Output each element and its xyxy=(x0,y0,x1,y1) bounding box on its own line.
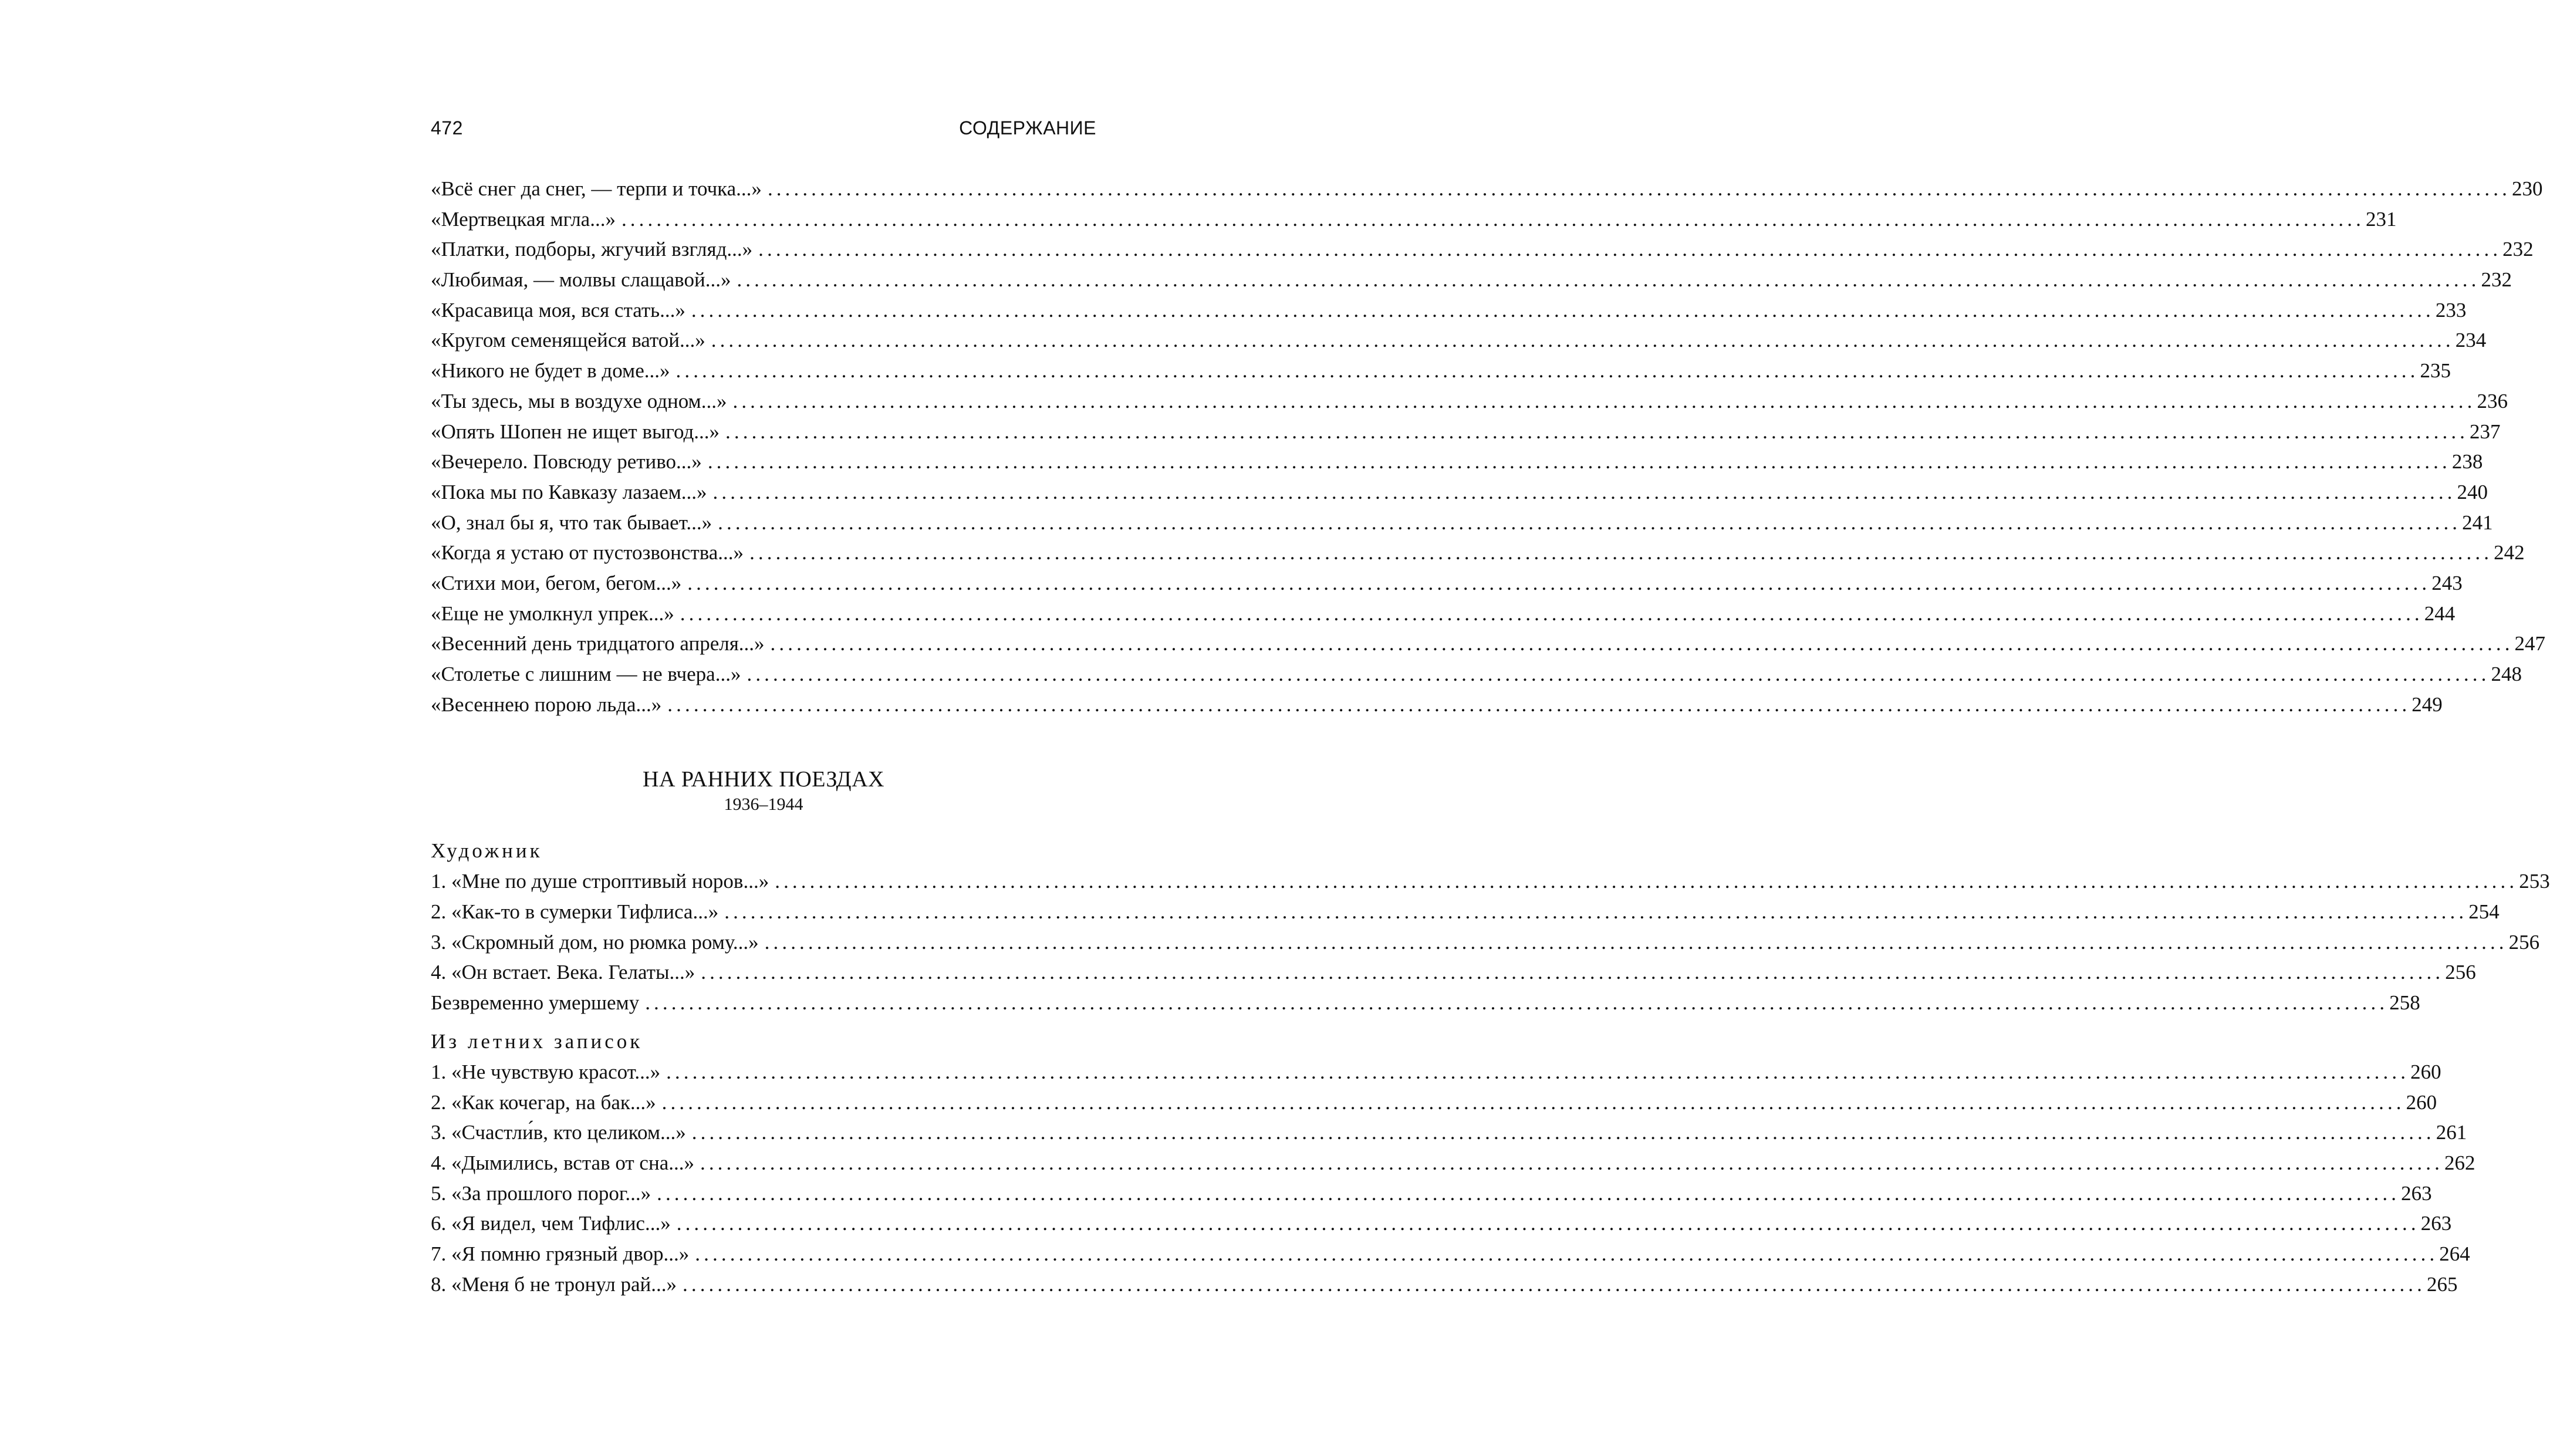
toc-entry-title: «Когда я устаю от пустозвонства...» xyxy=(431,541,744,565)
toc-entry-title: «Красавица моя, вся стать...» xyxy=(431,298,685,322)
leader-dots: ........................................................................................................................................................................................................ xyxy=(666,1060,2410,1083)
toc-entry xyxy=(431,957,2476,988)
toc-entry-page: 265 xyxy=(2427,1272,2458,1296)
toc-entry xyxy=(431,1087,2437,1118)
toc-entry-page: 242 xyxy=(2494,541,2525,565)
toc-entry-page: 234 xyxy=(2455,329,2487,352)
toc-entry xyxy=(431,508,2493,538)
leader-dots: ........................................................................................................................................................................................................ xyxy=(749,541,2493,565)
toc-entry xyxy=(431,234,2534,265)
toc-entry xyxy=(431,386,2508,417)
leader-dots: ........................................................................................................................................................................................................ xyxy=(683,1272,2426,1296)
toc-entry-title: 4. «Дымились, встав от сна...» xyxy=(431,1151,694,1174)
page-number: 472 xyxy=(431,117,463,138)
toc-entry-page: 237 xyxy=(2470,420,2501,443)
running-head xyxy=(431,117,1096,148)
toc-entry-page: 232 xyxy=(2502,238,2534,261)
leader-dots: ........................................................................................................................................................................................................ xyxy=(691,1121,2435,1144)
leader-dots: ........................................................................................................................................................................................................ xyxy=(725,420,2469,443)
toc-entry-title: 1. «Не чувствую красот...» xyxy=(431,1060,661,1083)
toc-entry xyxy=(431,1239,2470,1269)
toc-entry xyxy=(431,325,2487,356)
toc-entry-title: «Весеннею порою льда...» xyxy=(431,692,662,716)
toc-list-subsection-2 xyxy=(431,1057,2475,1300)
toc-list-top xyxy=(431,174,2546,719)
toc-entry-page: 230 xyxy=(2511,177,2543,200)
toc-entry-title: «Кругом семенящейся ватой...» xyxy=(431,329,705,352)
toc-entry-title: 3. «Счастли́в, кто целиком...» xyxy=(431,1121,686,1144)
toc-entry-title: 4. «Он встает. Века. Гелаты...» xyxy=(431,961,695,984)
toc-entry-page: 254 xyxy=(2468,900,2500,924)
section-title: НА РАННИХ ПОЕЗДАХ xyxy=(643,767,884,792)
toc-entry-page: 263 xyxy=(2420,1212,2452,1235)
toc-entry-page: 236 xyxy=(2477,389,2508,413)
toc-entry-title: 3. «Скромный дом, но рюмка рому...» xyxy=(431,930,759,954)
running-title: СОДЕРЖАНИЕ xyxy=(959,117,1096,138)
toc-entry-page: 261 xyxy=(2436,1121,2467,1144)
toc-entry-page: 263 xyxy=(2401,1181,2432,1205)
toc-entry xyxy=(431,927,2540,958)
leader-dots: ........................................................................................................................................................................................................ xyxy=(621,207,2365,231)
toc-entry xyxy=(431,1057,2441,1087)
leader-dots: ........................................................................................................................................................................................................ xyxy=(687,571,2431,594)
leader-dots: ........................................................................................................................................................................................................ xyxy=(676,1212,2420,1235)
toc-entry xyxy=(431,1178,2432,1209)
toc-entry-page: 247 xyxy=(2514,632,2546,656)
leader-dots: ........................................................................................................................................................................................................ xyxy=(707,450,2451,474)
toc-entry-title: «Никого не будет в доме...» xyxy=(431,359,670,383)
toc-entry-page: 262 xyxy=(2444,1151,2475,1174)
toc-entry-title: 1. «Мне по душе строптивый норов...» xyxy=(431,870,769,893)
toc-entry-title: 2. «Как кочегар, на бак...» xyxy=(431,1090,656,1114)
toc-entry xyxy=(431,1117,2467,1148)
toc-entry xyxy=(431,295,2467,326)
toc-entry-page: 231 xyxy=(2365,207,2397,231)
toc-entry-page: 244 xyxy=(2424,602,2456,625)
toc-entry-page: 260 xyxy=(2410,1060,2441,1083)
toc-entry-page: 238 xyxy=(2451,450,2483,474)
leader-dots: ........................................................................................................................................................................................................ xyxy=(695,1242,2438,1265)
toc-entry xyxy=(431,417,2501,447)
toc-entry-title: 7. «Я помню грязный двор...» xyxy=(431,1242,690,1265)
leader-dots: ........................................................................................................................................................................................................ xyxy=(718,511,2461,534)
toc-entry-title: «Мертвецкая мгла...» xyxy=(431,207,616,231)
subsection-title: Из летних записок xyxy=(431,1029,643,1053)
toc-entry-title: Безвременно умершему xyxy=(431,991,640,1015)
toc-entry-page: 243 xyxy=(2431,571,2463,594)
leader-dots: ........................................................................................................................................................................................................ xyxy=(645,991,2389,1015)
toc-entry-page: 258 xyxy=(2389,991,2420,1015)
toc-list-subsection-1 xyxy=(431,866,2550,1018)
toc-entry-title: «Пока мы по Кавказу лазаем...» xyxy=(431,480,707,504)
leader-dots: ........................................................................................................................................................................................................ xyxy=(667,692,2411,716)
toc-entry xyxy=(431,866,2550,897)
toc-entry xyxy=(431,988,2420,1018)
toc-entry-page: 253 xyxy=(2519,870,2550,893)
section-years: 1936–1944 xyxy=(724,795,803,815)
toc-entry-page: 233 xyxy=(2435,298,2467,322)
toc-entry xyxy=(431,659,2522,690)
toc-entry-title: «Любимая, — молвы слащавой...» xyxy=(431,268,731,292)
toc-entry-title: 2. «Как-то в сумерки Тифлиса...» xyxy=(431,900,719,924)
leader-dots: ........................................................................................................................................................................................................ xyxy=(680,602,2423,625)
leader-dots: ........................................................................................................................................................................................................ xyxy=(770,632,2514,656)
leader-dots: ........................................................................................................................................................................................................ xyxy=(701,961,2444,984)
leader-dots: ........................................................................................................................................................................................................ xyxy=(661,1090,2405,1114)
leader-dots: ........................................................................................................................................................................................................ xyxy=(758,238,2502,261)
leader-dots: ........................................................................................................................................................................................................ xyxy=(712,480,2456,504)
toc-entry xyxy=(431,174,2543,204)
toc-entry xyxy=(431,447,2483,477)
toc-entry-page: 249 xyxy=(2411,692,2443,716)
toc-entry-page: 248 xyxy=(2491,663,2522,685)
toc-entry-title: «Ты здесь, мы в воздухе одном...» xyxy=(431,389,727,413)
leader-dots: ........................................................................................................................................................................................................ xyxy=(737,268,2480,292)
toc-entry xyxy=(431,265,2512,295)
subsection-title: Художник xyxy=(431,839,543,863)
toc-entry-page: 264 xyxy=(2439,1242,2470,1265)
leader-dots: ........................................................................................................................................................................................................ xyxy=(775,870,2518,893)
toc-entry-title: «Платки, подборы, жгучий взгляд...» xyxy=(431,238,753,261)
toc-entry-title: «Всё снег да снег, — терпи и точка...» xyxy=(431,177,762,200)
toc-entry xyxy=(431,629,2546,659)
leader-dots: ........................................................................................................................................................................................................ xyxy=(724,900,2468,924)
toc-entry-title: «Еще не умолкнул упрек...» xyxy=(431,602,674,625)
toc-entry-page: 235 xyxy=(2420,359,2451,383)
leader-dots: ........................................................................................................................................................................................................ xyxy=(767,177,2511,200)
leader-dots: ........................................................................................................................................................................................................ xyxy=(657,1181,2400,1205)
toc-entry xyxy=(431,1208,2452,1239)
toc-entry-page: 232 xyxy=(2481,268,2512,292)
toc-entry xyxy=(431,1148,2475,1178)
toc-entry-page: 240 xyxy=(2457,480,2488,504)
toc-entry xyxy=(431,356,2451,386)
leader-dots: ........................................................................................................................................................................................................ xyxy=(711,329,2454,352)
toc-entry-page: 241 xyxy=(2462,511,2493,534)
leader-dots: ........................................................................................................................................................................................................ xyxy=(676,359,2419,383)
toc-entry xyxy=(431,477,2488,508)
leader-dots: ........................................................................................................................................................................................................ xyxy=(747,663,2490,685)
toc-entry-title: 8. «Меня б не тронул рай...» xyxy=(431,1272,677,1296)
toc-entry-page: 256 xyxy=(2508,930,2540,954)
toc-entry-title: «О, знал бы я, что так бывает...» xyxy=(431,511,712,534)
book-page xyxy=(431,117,2550,1299)
toc-entry xyxy=(431,1269,2458,1300)
leader-dots: ........................................................................................................................................................................................................ xyxy=(691,298,2434,322)
leader-dots: ........................................................................................................................................................................................................ xyxy=(732,389,2476,413)
toc-entry xyxy=(431,599,2456,629)
toc-entry-page: 260 xyxy=(2406,1090,2437,1114)
leader-dots: ........................................................................................................................................................................................................ xyxy=(764,930,2508,954)
toc-entry-page: 256 xyxy=(2445,961,2476,984)
toc-entry xyxy=(431,897,2500,927)
toc-entry-title: «Столетье с лишним — не вчера...» xyxy=(431,663,741,685)
toc-entry-title: «Опять Шопен не ищет выгод...» xyxy=(431,420,720,443)
toc-entry-title: «Вечерело. Повсюду ретиво...» xyxy=(431,450,702,474)
toc-entry xyxy=(431,568,2463,599)
toc-entry-title: «Весенний день тридцатого апреля...» xyxy=(431,632,765,656)
section-heading xyxy=(431,765,1096,816)
toc-entry-title: 6. «Я видел, чем Тифлис...» xyxy=(431,1212,671,1235)
toc-entry-title: «Стихи мои, бегом, бегом...» xyxy=(431,571,682,594)
toc-entry-title: 5. «За прошлого порог...» xyxy=(431,1181,651,1205)
toc-entry xyxy=(431,538,2525,568)
leader-dots: ........................................................................................................................................................................................................ xyxy=(700,1151,2443,1174)
toc-entry xyxy=(431,204,2397,235)
toc-entry xyxy=(431,690,2443,720)
